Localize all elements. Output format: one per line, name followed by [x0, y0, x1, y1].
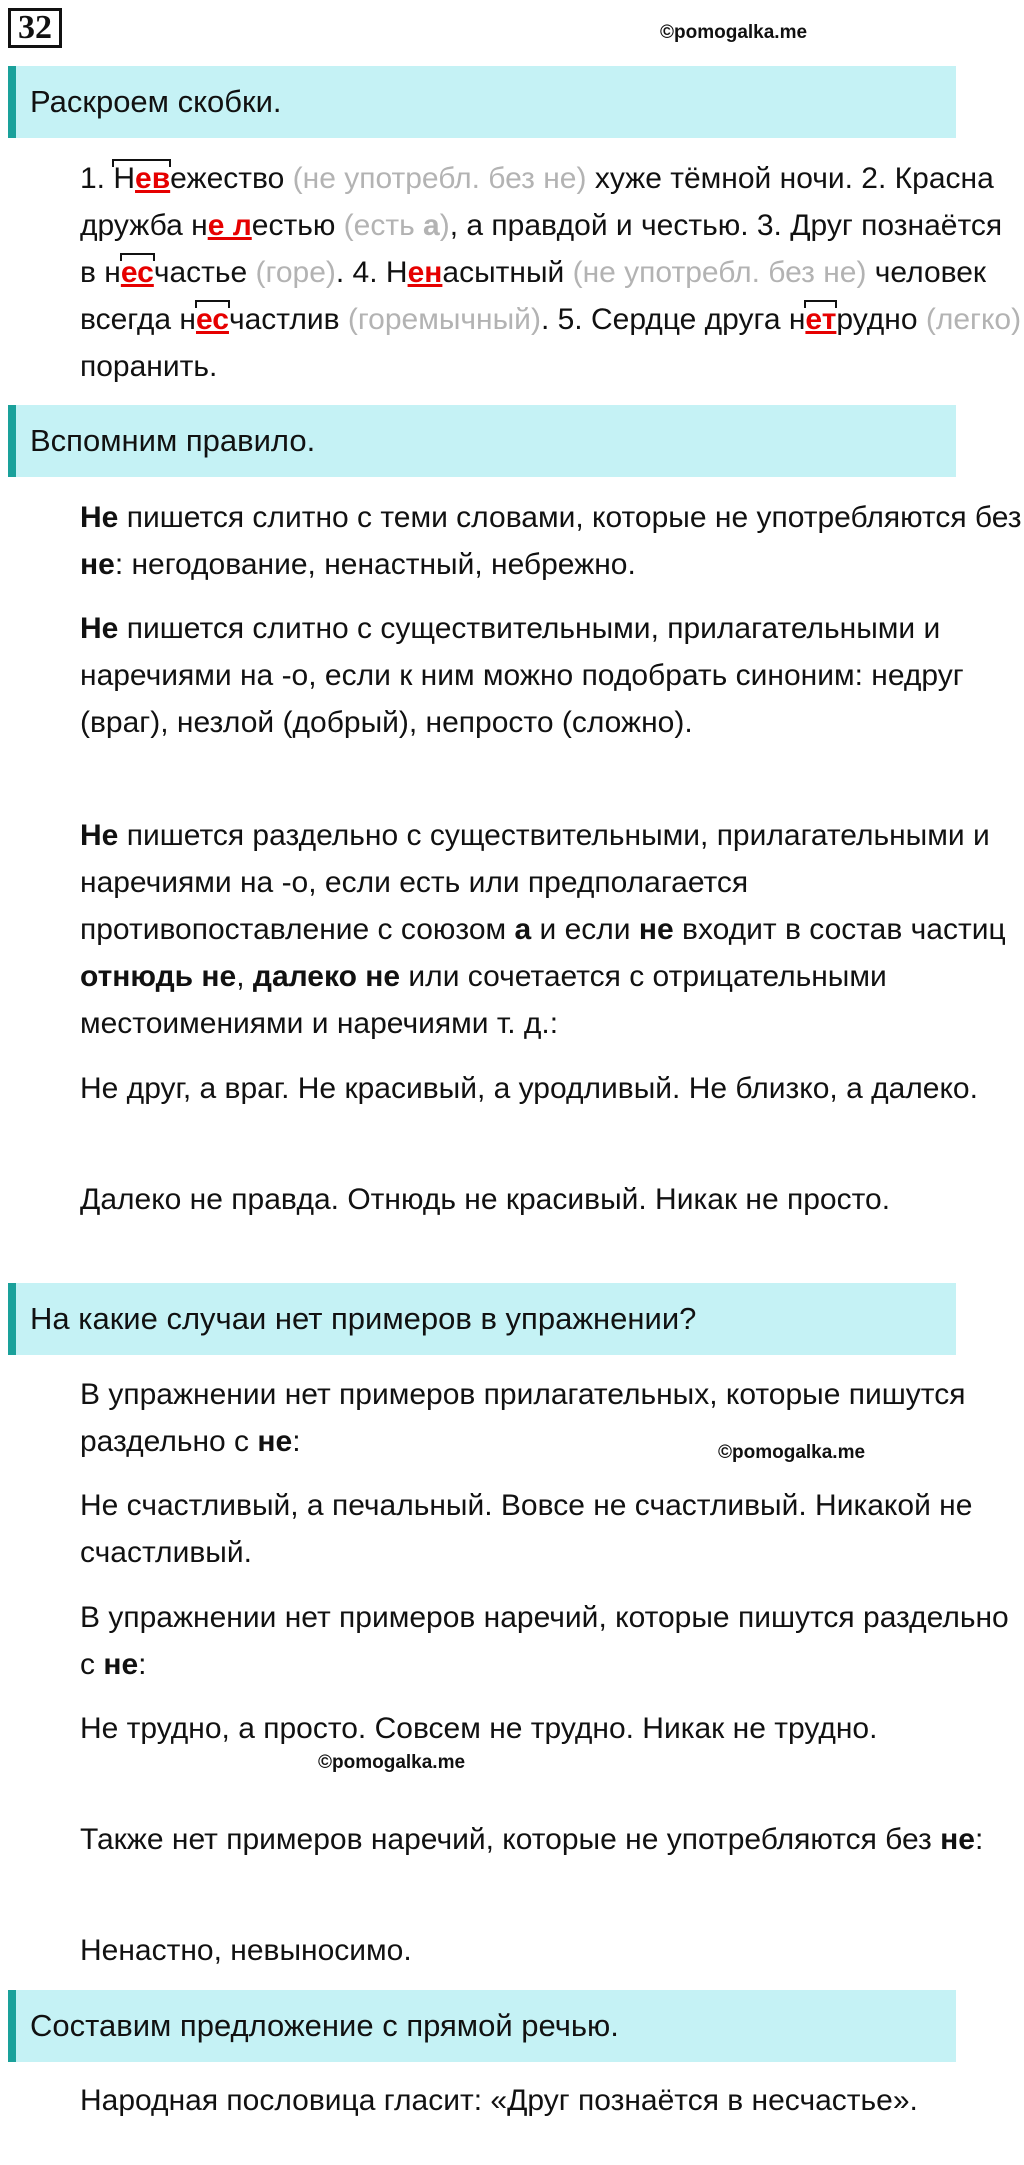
text: естью [251, 209, 344, 242]
text: или сочетается с отрицательными местоимениями и наречиями т. д.: [80, 960, 887, 1040]
section-header-brackets [8, 66, 956, 138]
text: Н [385, 256, 408, 289]
example-paragraph: Не трудно, а просто. Совсем не трудно. Никак не трудно. [80, 1712, 878, 1745]
inserted-letters: ет [805, 303, 837, 336]
root-arc [805, 296, 836, 343]
rule-paragraph [8, 605, 1024, 746]
text: а [514, 913, 532, 946]
root-arc [113, 155, 170, 202]
text: не [940, 1823, 975, 1856]
text: (есть [343, 209, 424, 242]
text: Не [80, 819, 119, 852]
text: . 4. [335, 256, 386, 289]
section-header-cases [8, 1283, 956, 1355]
section-header-text: Раскроем скобки. [30, 84, 282, 119]
explanation-note: (горемычный) [347, 303, 541, 336]
watermark: ©pomogalka.me [660, 22, 808, 43]
inserted-letters: ес [120, 256, 154, 289]
cases-paragraph [8, 1594, 1024, 1688]
watermark: ©pomogalka.me [318, 1752, 466, 1773]
text: ежество [170, 162, 293, 195]
explanation-note: (не употребл. без не) [292, 162, 587, 195]
text: В упражнении нет примеров прилагательных, которые пишутся раздельно с [80, 1378, 966, 1458]
explanation-note: (легко) [925, 303, 1022, 336]
text: не [80, 548, 115, 581]
section-header-text: Вспомним правило. [30, 423, 316, 458]
text: далеко не [252, 960, 401, 993]
text: : [138, 1648, 147, 1681]
text: и если [531, 913, 639, 946]
section-header-speech [8, 1990, 956, 2062]
text: : негодование, ненастный, небрежно. [114, 548, 636, 581]
text: пишется слитно с теми словами, которые не употребляются без [118, 501, 1022, 534]
cases-paragraph [8, 1371, 1024, 1465]
root-arc [121, 249, 154, 296]
example-paragraph: Ненастно, невыносимо. [80, 1934, 412, 1967]
text: рудно [836, 303, 926, 336]
text: , а правдой и честью. 3. [449, 209, 791, 242]
text: хуже тёмной ночи. 2. [586, 162, 895, 195]
explanation-note: (горе) [255, 256, 336, 289]
text: Не [80, 501, 119, 534]
text: 1. [80, 162, 114, 195]
text: не [257, 1425, 293, 1458]
section-header-text: На какие случаи нет примеров в упражнении? [30, 1301, 697, 1336]
text: . [540, 303, 558, 336]
text: поранить. [80, 350, 218, 383]
text: частлив [228, 303, 348, 336]
text: пишется слитно с существительными, прилагательными и наречиями на -о, если к ним можно подобрать синоним: недруг (враг), незлой (добрый), непросто (сложно). [80, 612, 964, 739]
text: ) [439, 209, 450, 242]
explanation-note [344, 209, 450, 242]
text: не [103, 1648, 139, 1681]
text: В упражнении нет примеров наречий, которые пишутся раздельно с [80, 1601, 1009, 1681]
example-paragraph: Не счастливый, а печальный. Вовсе не счастливый. Никакой не счастливый. [80, 1489, 973, 1569]
watermark: ©pomogalka.me [718, 1442, 866, 1463]
text: отнюдь не [80, 960, 237, 993]
section-header-text: Составим предложение с прямой речью. [30, 2008, 619, 2043]
text: человек всегда н [80, 256, 987, 336]
text: Также нет примеров наречий, которые не употребляются без [80, 1823, 941, 1856]
rule-paragraph [8, 494, 1024, 588]
task-number: 32 [8, 8, 62, 48]
text: Красна дружба н [80, 162, 994, 242]
text: частье [153, 256, 256, 289]
exercise-text [8, 155, 1024, 390]
text: а [423, 209, 440, 242]
text: Н [113, 162, 136, 195]
text: пишется раздельно с существительными, прилагательными и наречиями на -о, если есть или предполагается противопоставление с союзом [80, 819, 990, 946]
inserted-letters: е л [207, 209, 252, 242]
rule-paragraph [8, 812, 1024, 1047]
text: Друг познаётся в н [80, 209, 1003, 289]
text: входит в состав частиц [673, 913, 1006, 946]
text: не [638, 913, 674, 946]
text: асытный [442, 256, 573, 289]
text: Не [80, 612, 119, 645]
inserted-letters: ев [135, 162, 171, 195]
example-paragraph: Далеко не правда. Отнюдь не красивый. Никак не просто. [80, 1183, 891, 1216]
explanation-note: (не употребл. без не) [572, 256, 867, 289]
example-paragraph: Не друг, а враг. Не красивый, а уродливый. Не близко, а далеко. [80, 1072, 978, 1105]
text: 5. Сердце друга н [557, 303, 806, 336]
root-arc [196, 296, 229, 343]
section-header-rule [8, 405, 956, 477]
text: , [236, 960, 253, 993]
speech-paragraph: Народная пословица гласит: «Друг познаётся в несчастье». [80, 2084, 918, 2117]
inserted-letters: ен [407, 256, 443, 289]
text: : [292, 1425, 301, 1458]
inserted-letters: ес [195, 303, 229, 336]
text: : [974, 1823, 984, 1856]
cases-paragraph [8, 1816, 1024, 1863]
